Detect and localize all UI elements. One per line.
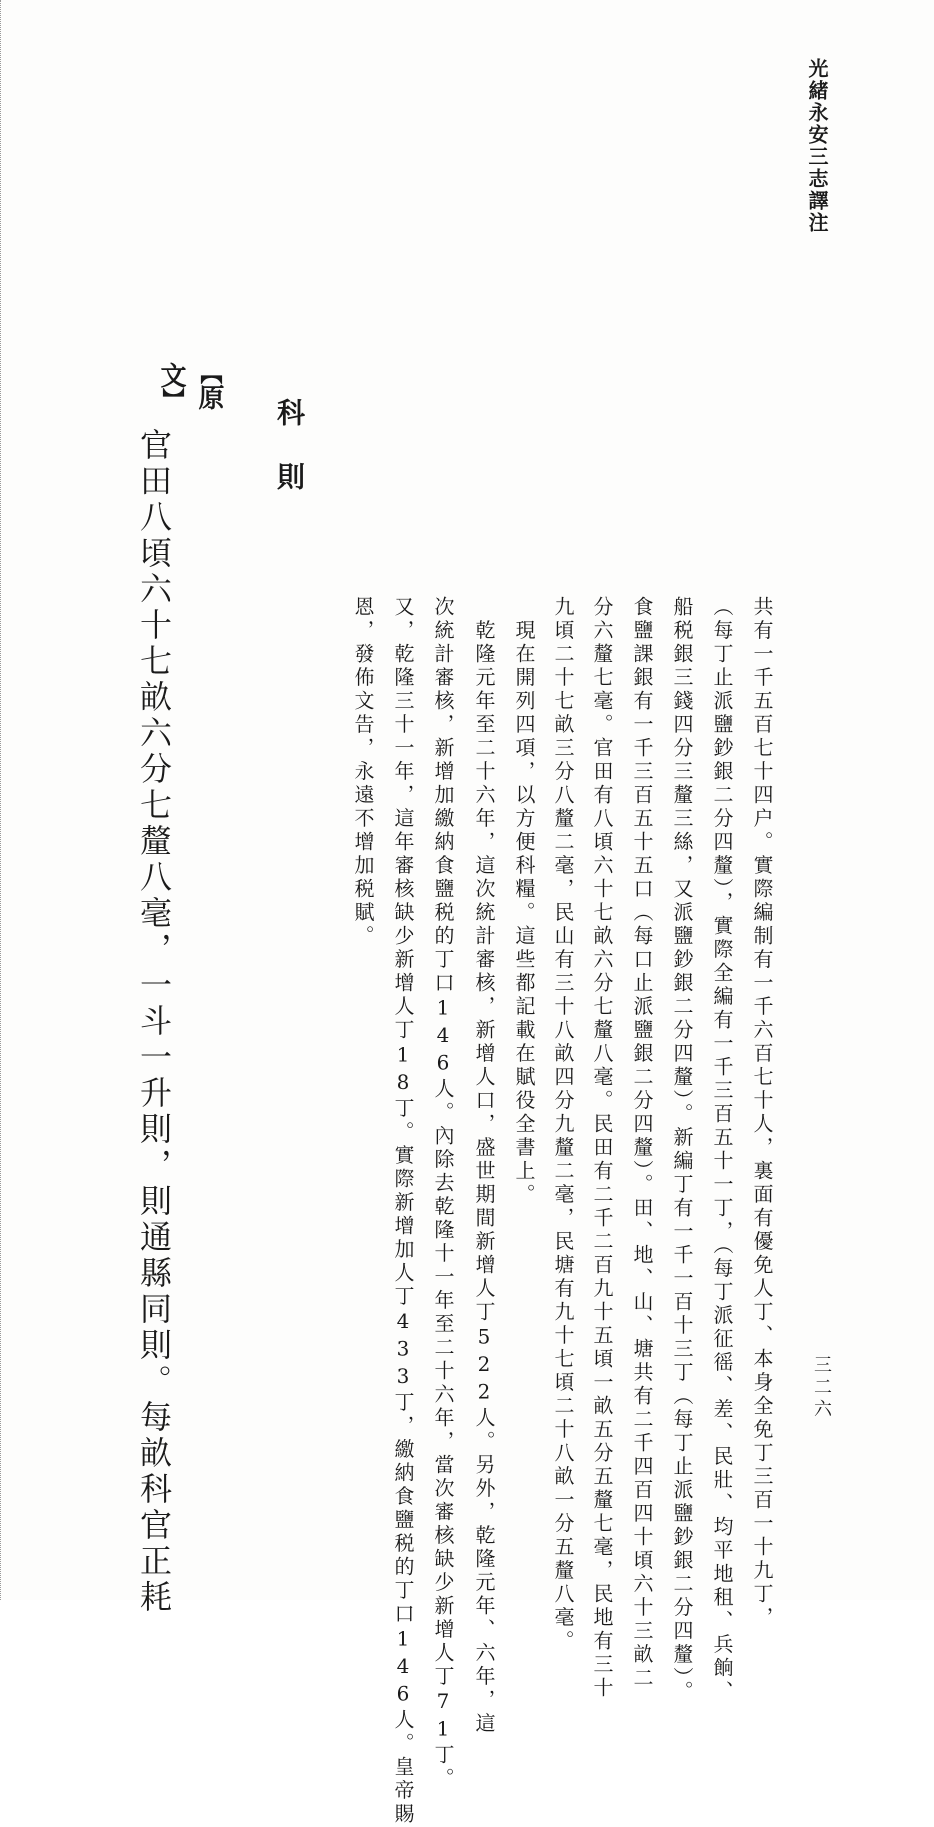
- body-column-6: 九頃二十七畝三分八釐二毫，民山有三十八畝四分九釐二毫，民塘有九十七頃二十八畝一分五釐八毫。: [551, 596, 575, 1654]
- running-head: 光緒永安三志譯注: [805, 58, 829, 234]
- body-column-7: 現在開列四項，以方便科糧。這些都記載在賦役全書上。: [512, 596, 536, 1207]
- body-column-1: 共有一千五百七十四户。實際編制有一千六百七十人，裏面有優免人丁、本身全免丁三百一十九丁，: [750, 596, 774, 1630]
- body-column-8: 乾隆元年至二十六年，這次統計審核，新增人口，盛世期間新增人丁522人。另外，乾隆元年、六年，這: [472, 596, 496, 1736]
- body-column-2: （每丁止派鹽鈔銀二分四釐），實際全編有一千三百五十一丁，（每丁派征徭、差、民壯、均平地租、兵餉、: [710, 596, 734, 1704]
- section-title: 科則: [273, 398, 306, 526]
- body-column-4: 食鹽課銀有一千三百五十五口（每口止派鹽銀二分四釐）。田、地、山、塘共有二千四百四十頃六十三畝二: [630, 596, 654, 1691]
- body-column-10: 又，乾隆三十一年，這年審核缺少新增人丁18丁。實際新增加人丁433丁，繳納食鹽税的丁口146人。皇帝賜: [391, 596, 415, 1827]
- original-text-marker: [156, 340, 228, 432]
- marker-close-bracket: 】: [159, 388, 184, 410]
- marker-label: 原文: [156, 362, 224, 410]
- page-number: 三二六: [811, 1355, 832, 1421]
- body-column-3: 船税銀三錢四分三釐三絲，又派鹽鈔銀二分四釐）。新編丁有一千一百十三丁（每丁止派鹽鈔銀二分四釐）。: [670, 596, 694, 1704]
- original-text-column: 官田八頃六十七畝六分七釐八毫，一斗一升則，則通縣同則。每畝科官正耗: [135, 428, 173, 1616]
- body-column-11: 恩，發佈文告，永遠不增加税賦。: [351, 596, 375, 949]
- marker-open-bracket: 【: [197, 362, 222, 384]
- body-column-9: 次統計審核，新增加繳納食鹽税的丁口146人。內除去乾隆十一年至二十六年，當次審核缺少新增人丁71丁。: [431, 596, 455, 1791]
- body-column-5: 分六釐七毫。官田有八頃六十七畝六分七釐八毫。民田有二千二百九十五頃一畝五分五釐七毫，民地有三十: [590, 596, 614, 1701]
- scan-edge-line: [0, 0, 4, 1600]
